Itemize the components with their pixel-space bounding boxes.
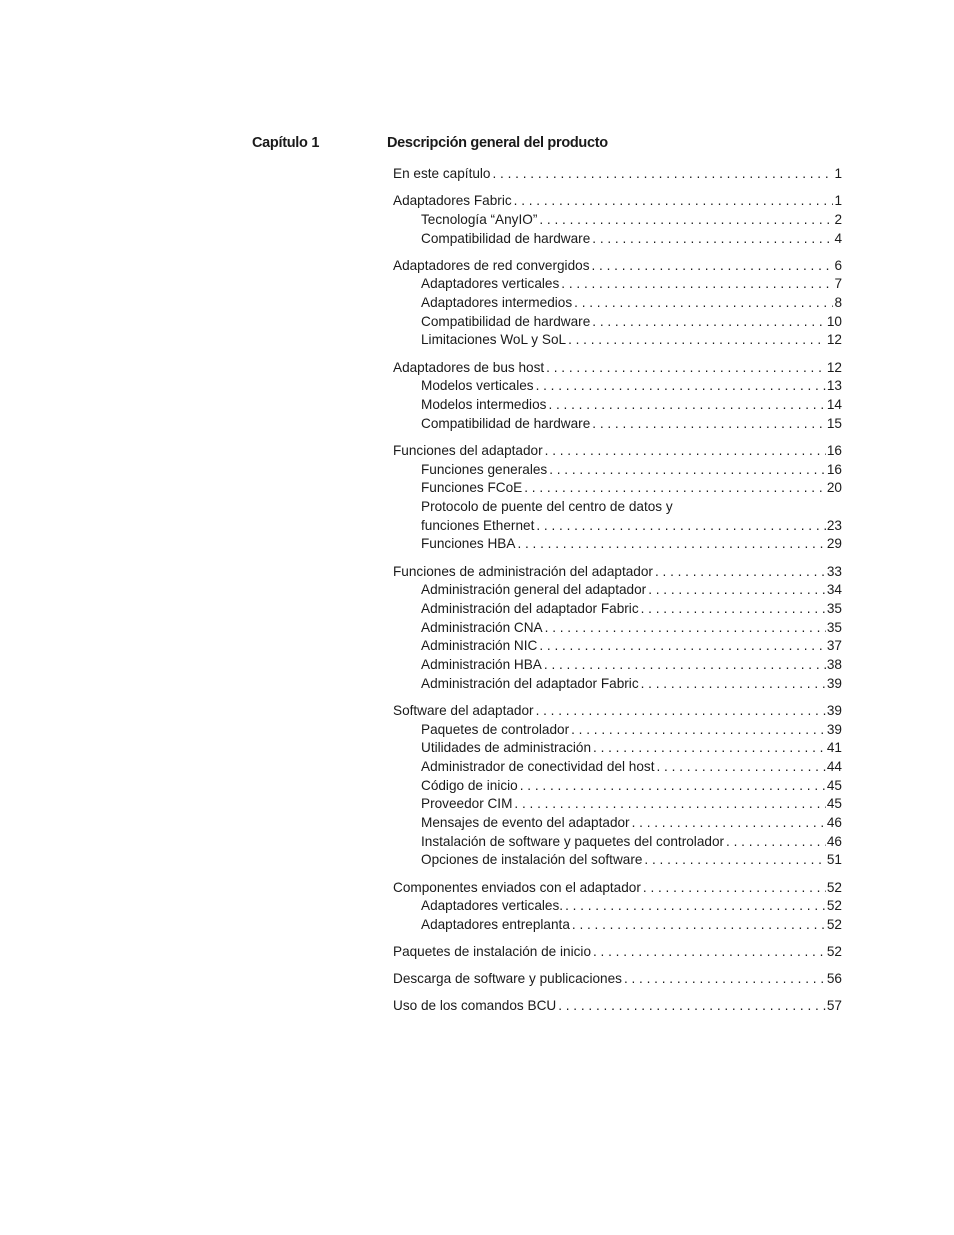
toc-subentry[interactable] — [393, 332, 842, 351]
dot-leader — [566, 332, 826, 351]
toc-page-number: 46 — [826, 814, 842, 830]
toc-subentry[interactable] — [393, 211, 842, 230]
toc-page-number: 16 — [826, 461, 842, 477]
toc-entry-title: Código de inicio — [421, 777, 518, 793]
toc-page-number: 10 — [826, 313, 842, 329]
toc-subentry[interactable] — [393, 721, 842, 740]
dot-leader — [622, 970, 826, 989]
toc-section — [393, 702, 842, 870]
toc-entry-title: Funciones generales — [421, 461, 548, 477]
toc-page-number: 45 — [826, 796, 842, 812]
dot-leader — [534, 702, 826, 721]
toc-entry-title: Funciones del adaptador — [393, 442, 543, 458]
toc-entry-title: Mensajes de evento del adaptador — [421, 814, 630, 830]
dot-leader — [491, 165, 834, 184]
toc-entry-title: Adaptadores Fabric — [393, 193, 512, 209]
toc-entry[interactable] — [393, 998, 842, 1017]
toc-page-number: 13 — [826, 378, 842, 394]
dot-leader — [512, 795, 825, 814]
toc-subentry[interactable] — [393, 758, 842, 777]
dot-leader — [559, 275, 833, 294]
dot-leader — [641, 879, 826, 898]
toc-entry-title: Tecnología “AnyIO” — [421, 211, 538, 227]
dot-leader — [547, 461, 826, 480]
toc-entry-title: Utilidades de administración — [421, 740, 592, 756]
toc-subentry[interactable] — [393, 851, 842, 870]
toc-subentry[interactable] — [393, 498, 842, 517]
toc-page-number: 12 — [826, 332, 842, 348]
toc-subentry[interactable] — [393, 795, 842, 814]
toc-subentry[interactable] — [393, 619, 842, 638]
toc-subentry[interactable] — [393, 517, 842, 536]
dot-leader — [546, 396, 825, 415]
toc-subentry[interactable] — [393, 535, 842, 554]
toc-page-number: 39 — [826, 702, 842, 718]
toc-entry-title: Adaptadores intermedios — [421, 295, 573, 311]
dot-leader — [591, 943, 826, 962]
dot-leader — [534, 377, 826, 396]
chapter-label: Capítulo 1 — [252, 135, 320, 151]
toc-entry[interactable] — [393, 192, 842, 211]
toc-page-number: 57 — [826, 998, 842, 1014]
dot-leader — [543, 442, 826, 461]
toc-section — [393, 192, 842, 248]
toc-entry[interactable] — [393, 359, 842, 378]
toc-entry[interactable] — [393, 442, 842, 461]
toc-entry-title: Adaptadores verticales — [421, 276, 560, 292]
toc-page-number: 44 — [826, 758, 842, 774]
toc-page-number: 39 — [826, 721, 842, 737]
table-of-contents — [393, 165, 842, 1025]
toc-entry-title: Funciones de administración del adaptador — [393, 563, 653, 579]
toc-page-number: 2 — [834, 211, 842, 227]
toc-entry-title: Administración NIC — [421, 638, 538, 654]
dot-leader — [590, 257, 834, 276]
toc-entry-title: Administración del adaptador Fabric — [421, 675, 639, 691]
dot-leader — [724, 833, 826, 852]
toc-page-number: 7 — [834, 276, 842, 292]
toc-entry-title: Funciones FCoE — [421, 480, 523, 496]
toc-page-number: 35 — [826, 619, 842, 635]
toc-entry-title: Modelos intermedios — [421, 397, 547, 413]
toc-section — [393, 165, 842, 184]
toc-subentry[interactable] — [393, 396, 842, 415]
dot-leader — [639, 600, 826, 619]
toc-subentry[interactable] — [393, 230, 842, 249]
toc-entry-title: Componentes enviados con el adaptador — [393, 879, 641, 895]
dot-leader — [518, 777, 826, 796]
toc-section — [393, 442, 842, 554]
toc-page-number: 37 — [826, 638, 842, 654]
dot-leader — [556, 998, 826, 1017]
toc-entry-title: Adaptadores de red convergidos — [393, 257, 590, 273]
dot-leader — [512, 192, 834, 211]
toc-subentry[interactable] — [393, 833, 842, 852]
toc-page-number: 51 — [826, 852, 842, 868]
dot-leader — [655, 758, 826, 777]
toc-page-number: 34 — [826, 582, 842, 598]
toc-section — [393, 970, 842, 989]
toc-section — [393, 359, 842, 434]
dot-leader — [569, 721, 826, 740]
chapter-title: Descripción general del producto — [387, 135, 608, 151]
toc-page-number: 20 — [826, 480, 842, 496]
toc-entry-title: Modelos verticales — [421, 378, 534, 394]
toc-page-number: 38 — [826, 656, 842, 672]
toc-entry-title: Administrador de conectividad del host — [421, 758, 655, 774]
toc-entry-title: Compatibilidad de hardware — [421, 230, 591, 246]
toc-subentry[interactable] — [393, 415, 842, 434]
dot-leader — [522, 479, 826, 498]
dot-leader — [642, 851, 825, 870]
toc-subentry[interactable] — [393, 313, 842, 332]
dot-leader — [537, 637, 826, 656]
dot-leader — [543, 619, 826, 638]
dot-leader — [590, 230, 833, 249]
dot-leader — [639, 675, 826, 694]
toc-page-number: 52 — [826, 944, 842, 960]
toc-section — [393, 879, 842, 935]
toc-entry-title: Compatibilidad de hardware — [421, 313, 591, 329]
toc-subentry[interactable] — [393, 897, 842, 916]
toc-entry-title: Administración general del adaptador — [421, 582, 647, 598]
toc-page-number: 46 — [826, 833, 842, 849]
toc-subentry[interactable] — [393, 461, 842, 480]
dot-leader — [542, 656, 826, 675]
toc-entry[interactable] — [393, 563, 842, 582]
toc-subentry[interactable] — [393, 777, 842, 796]
toc-page-number: 45 — [826, 777, 842, 793]
dot-leader — [563, 897, 826, 916]
toc-entry-title: Limitaciones WoL y SoL — [421, 332, 567, 348]
toc-page-number: 6 — [834, 257, 842, 273]
toc-entry[interactable] — [393, 165, 842, 184]
toc-page-number: 1 — [834, 165, 842, 181]
toc-subentry[interactable] — [393, 275, 842, 294]
toc-subentry[interactable] — [393, 294, 842, 313]
toc-entry[interactable] — [393, 257, 842, 276]
toc-entry-title: Descarga de software y publicaciones — [393, 971, 622, 987]
toc-section — [393, 257, 842, 350]
toc-page-number: 15 — [826, 415, 842, 431]
dot-leader — [591, 739, 826, 758]
toc-page-number: 4 — [834, 230, 842, 246]
toc-page-number: 52 — [826, 898, 842, 914]
toc-entry-title: Uso de los comandos BCU — [393, 998, 557, 1014]
toc-entry-title: Adaptadores verticales. — [421, 898, 564, 914]
dot-leader — [534, 517, 826, 536]
toc-section — [393, 563, 842, 694]
toc-entry-title: Paquetes de controlador — [421, 721, 570, 737]
toc-subentry[interactable] — [393, 637, 842, 656]
toc-page-number: 52 — [826, 879, 842, 895]
toc-entry-title: Opciones de instalación del software — [421, 852, 643, 868]
toc-entry-title: Administración HBA — [421, 656, 542, 672]
toc-page-number: 23 — [826, 517, 842, 533]
toc-subentry[interactable] — [393, 814, 842, 833]
toc-entry-title: Adaptadores entreplanta — [421, 916, 570, 932]
toc-entry-title: Paquetes de instalación de inicio — [393, 944, 591, 960]
toc-page-number: 1 — [834, 193, 842, 209]
dot-leader — [630, 814, 826, 833]
dot-leader — [646, 581, 826, 600]
toc-page-number: 29 — [826, 536, 842, 552]
dot-leader — [515, 535, 825, 554]
toc-entry-title: Adaptadores de bus host — [393, 359, 545, 375]
toc-page-number: 39 — [826, 675, 842, 691]
toc-subentry[interactable] — [393, 739, 842, 758]
toc-subentry[interactable] — [393, 479, 842, 498]
dot-leader — [653, 563, 826, 582]
toc-page-number: 41 — [826, 740, 842, 756]
toc-subentry[interactable] — [393, 377, 842, 396]
toc-page-number: 14 — [826, 397, 842, 413]
toc-entry-title: Protocolo de puente del centro de datos y — [421, 498, 673, 514]
toc-entry-title: Administración CNA — [421, 619, 543, 635]
toc-section — [393, 998, 842, 1017]
toc-subentry[interactable] — [393, 656, 842, 675]
toc-entry-title: Proveedor CIM — [421, 796, 513, 812]
toc-entry-title: funciones Ethernet — [421, 517, 535, 533]
toc-page-number: 35 — [826, 600, 842, 616]
toc-page-number: 16 — [826, 442, 842, 458]
dot-leader — [537, 211, 833, 230]
toc-page-number: 12 — [826, 359, 842, 375]
toc-entry-title: En este capítulo — [393, 165, 491, 181]
dot-leader — [544, 359, 826, 378]
toc-entry-title: Software del adaptador — [393, 702, 534, 718]
toc-page-number: 8 — [834, 295, 842, 311]
toc-page-number: 33 — [826, 563, 842, 579]
toc-entry[interactable] — [393, 879, 842, 898]
toc-entry-title: Administración del adaptador Fabric — [421, 600, 639, 616]
toc-subentry[interactable] — [393, 600, 842, 619]
dot-leader — [570, 916, 826, 935]
dot-leader — [590, 415, 826, 434]
dot-leader — [590, 313, 826, 332]
dot-leader — [572, 294, 833, 313]
toc-page-number: 56 — [826, 971, 842, 987]
toc-page-number: 52 — [826, 916, 842, 932]
toc-subentry[interactable] — [393, 581, 842, 600]
toc-subentry[interactable] — [393, 916, 842, 935]
toc-entry-title: Instalación de software y paquetes del controlador — [421, 833, 725, 849]
toc-subentry[interactable] — [393, 675, 842, 694]
toc-entry[interactable] — [393, 970, 842, 989]
toc-entry-title: Compatibilidad de hardware — [421, 415, 591, 431]
toc-entry-title: Funciones HBA — [421, 536, 516, 552]
toc-entry[interactable] — [393, 943, 842, 962]
toc-entry[interactable] — [393, 702, 842, 721]
toc-section — [393, 943, 842, 962]
